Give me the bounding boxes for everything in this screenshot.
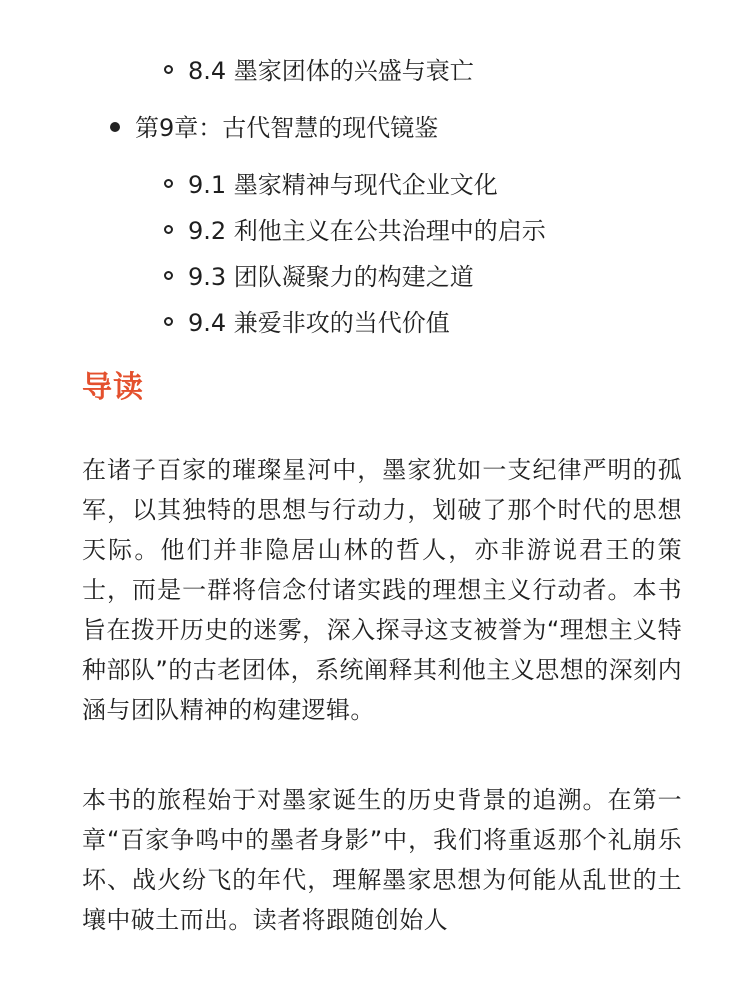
intro-paragraph: 本书的旅程始于对墨家诞生的历史背景的追溯。在第一章“百家争鸣中的墨者身影”中，我们将重返那个礼崩乐坏、战火纷飞的年代，理解墨家思想为何能从乱世的土壤中破土而出。读者将跟随创始人 — [82, 786, 682, 934]
toc-subsection-item[interactable] — [160, 208, 546, 254]
toc-subsection-label: 9.4 兼爱非攻的当代价值 — [188, 309, 450, 337]
intro-paragraph: 在诸子百家的璀璨星河中，墨家犹如一支纪律严明的孤军，以其独特的思想与行动力，划破了那个时代的思想天际。他们并非隐居山林的哲人，亦非游说君王的策士，而是一群将信念付诸实践的理想主义行动者。本书旨在拨开历史的迷雾，深入探寻这支被誉为“理想主义特种部队”的古老团体，系统阐释其利他主义思想的深刻内涵与团队精神的构建逻辑。 — [82, 456, 682, 724]
toc-chapter-label: 第9章：古代智慧的现代镜鉴 — [135, 114, 439, 142]
toc-subsection-item[interactable] — [160, 300, 546, 346]
chapter8-subsection-list — [0, 48, 474, 94]
toc-subsection-item[interactable] — [160, 48, 474, 94]
toc-subsection-label: 9.2 利他主义在公共治理中的启示 — [188, 217, 546, 245]
toc-subsection-label: 8.4 墨家团体的兴盛与衰亡 — [188, 57, 474, 85]
toc-subsection-label: 9.3 团队凝聚力的构建之道 — [188, 263, 474, 291]
bullet-icon — [110, 122, 120, 132]
chapter9-subsection-list — [0, 162, 546, 346]
toc-subsection-label: 9.1 墨家精神与现代企业文化 — [188, 171, 498, 199]
toc-subsection-item[interactable] — [160, 254, 546, 300]
section-heading: 导读 — [82, 370, 144, 405]
toc-subsection-item[interactable] — [160, 162, 546, 208]
toc-chapter-item[interactable] — [110, 105, 438, 151]
